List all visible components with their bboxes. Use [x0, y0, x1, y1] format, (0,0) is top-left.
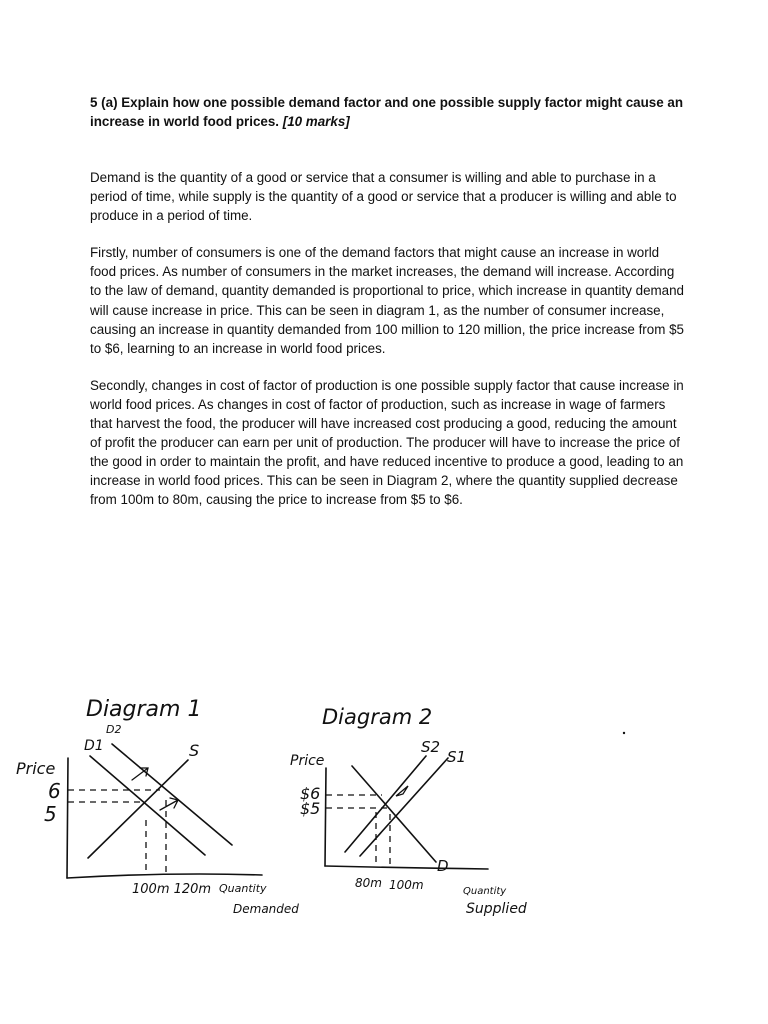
diagram-1-qty-axis-label: Quantity [219, 882, 267, 895]
diagram-2-s2-label: S2 [421, 738, 441, 756]
paragraph-definitions: Demand is the quantity of a good or service that a consumer is willing and able to purchase in a period of time, while supply is the quantity of a good or service that a producer is willing and able to produce in a period of time. [90, 170, 677, 224]
diagram-2-price-5-label: $5 [300, 799, 321, 818]
diagram-2-d-label: D [437, 857, 449, 875]
question-marks: [10 marks] [282, 114, 350, 129]
diagram-1-qty-ticks: 100m 120m [132, 882, 212, 897]
question-text: 5 (a) Explain how one possible demand factor and one possible supply factor might cause an increase in world food prices. [90, 95, 684, 129]
diagram-2-s1-curve [360, 758, 448, 856]
diagram-2-d-curve [352, 766, 436, 862]
diagram-1-d2-label: D2 [106, 723, 122, 736]
diagram-2-qty-axis-label: Quantity [463, 886, 507, 897]
diagram-2-y-axis [325, 768, 326, 866]
diagram-2-shift-arrow [396, 786, 408, 796]
diagram-1-price-6-label: 6 [48, 779, 61, 803]
diagram-1-s-label: S [189, 741, 200, 760]
diagram-2-x-axis [325, 866, 488, 869]
diagram-2-qty-100-label: 100m [389, 878, 424, 892]
diagram-2-price-6-label: $6 [300, 784, 321, 803]
diagram-2-price-axis-label: Price [290, 753, 325, 769]
diagram-1-d1-label: D1 [84, 738, 104, 754]
diagram-2-title: Diagram 2 [322, 705, 433, 729]
stray-dot [623, 732, 625, 734]
diagram-2-qty-axis-label-2: Supplied [466, 901, 527, 917]
paragraph-demand-factor: Firstly, number of consumers is one of the demand factors that might cause an increase in world food prices. As number of consumers in the market increases, the demand will increase. According to the law of demand, quantity demanded is proportional to price, which increase in quantity demand will cause increase in price. This can be seen in diagram 1, as the number of consumer increase, causing an increase in quantity demanded from 100 million to 120 million, the price increase from $5 to $6, learning to an increase in world food prices. [90, 245, 685, 356]
diagram-1-qty-axis-label-2: Demanded [233, 902, 299, 916]
paragraph-supply-factor: Secondly, changes in cost of factor of production is one possible supply factor that cause increase in world food prices. As changes in cost of factor of production, such as increase in wage of farmers that harvest the food, the producer will have increased cost producing a good, reducing the amount of profit the producer can earn per unit of production. The producer will have to increase the price of the good in order to maintain the profit, and have reduced incentive to produce a good, leading to an increase in world food prices. This can be seen in Diagram 2, where the quantity supplied decrease from 100m to 80m, causing the price to increase from $5 to $6. [90, 377, 684, 508]
diagram-1-price-axis-label: Price [16, 759, 56, 778]
diagram-2-qty-80-label: 80m [355, 876, 382, 890]
diagram-2-s1-label: S1 [447, 748, 467, 766]
diagram-1-price-5-label: 5 [44, 802, 57, 826]
diagram-1-title: Diagram 1 [86, 697, 202, 722]
